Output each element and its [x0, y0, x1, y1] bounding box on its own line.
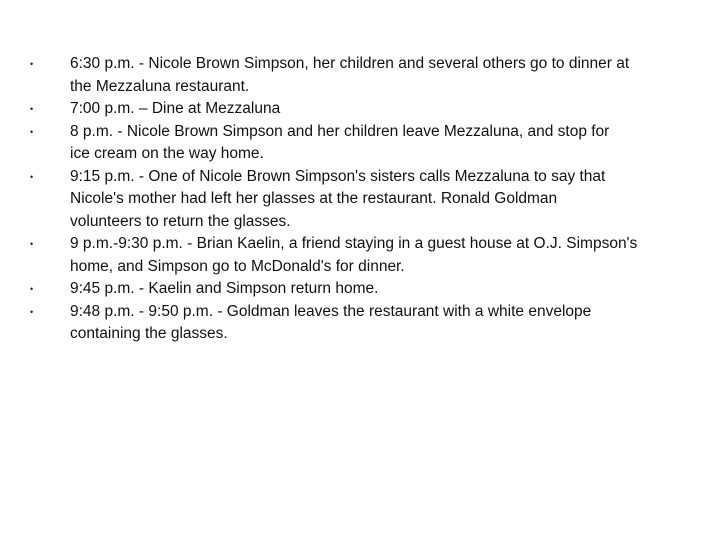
bullet-icon: • — [30, 59, 34, 69]
timeline-bullet-list — [30, 53, 690, 346]
timeline-item — [30, 166, 690, 234]
timeline-item-text: 9:45 p.m. - Kaelin and Simpson return home. — [70, 280, 379, 297]
timeline-item — [30, 53, 690, 98]
timeline-item-text: 7:00 p.m. – Dine at Mezzaluna — [70, 100, 281, 117]
timeline-item-text: 8 p.m. - Nicole Brown Simpson and her children leave Mezzaluna, and stop for ice cream on the way home. — [70, 122, 610, 162]
bullet-icon: • — [30, 126, 34, 137]
timeline-item — [30, 278, 690, 301]
bullet-icon: • — [30, 171, 34, 182]
timeline-item-text: 9 p.m.-9:30 p.m. - Brian Kaelin, a friend staying in a guest house at O.J. Simpson's home, and Simpson go to McDonald's for dinner. — [70, 235, 638, 275]
bullet-icon: • — [30, 239, 34, 249]
timeline-item — [30, 121, 690, 166]
timeline-item — [30, 301, 690, 346]
timeline-item-text: 6:30 p.m. - Nicole Brown Simpson, her children and several others go to dinner at the Mezzaluna restaurant. — [70, 55, 630, 95]
timeline-item-text: 9:48 p.m. - 9:50 p.m. - Goldman leaves the restaurant with a white envelope containing the glasses. — [70, 302, 592, 342]
timeline-item-text: 9:15 p.m. - One of Nicole Brown Simpson's sisters calls Mezzaluna to say that Nicole's mother had left her glasses at the restaurant. Ronald Goldman volunteers to return the glasses. — [70, 167, 606, 230]
bullet-icon: • — [30, 104, 34, 114]
timeline-item — [30, 233, 690, 278]
bullet-icon: • — [30, 284, 34, 294]
bullet-icon: • — [30, 306, 34, 317]
timeline-item — [30, 98, 690, 121]
